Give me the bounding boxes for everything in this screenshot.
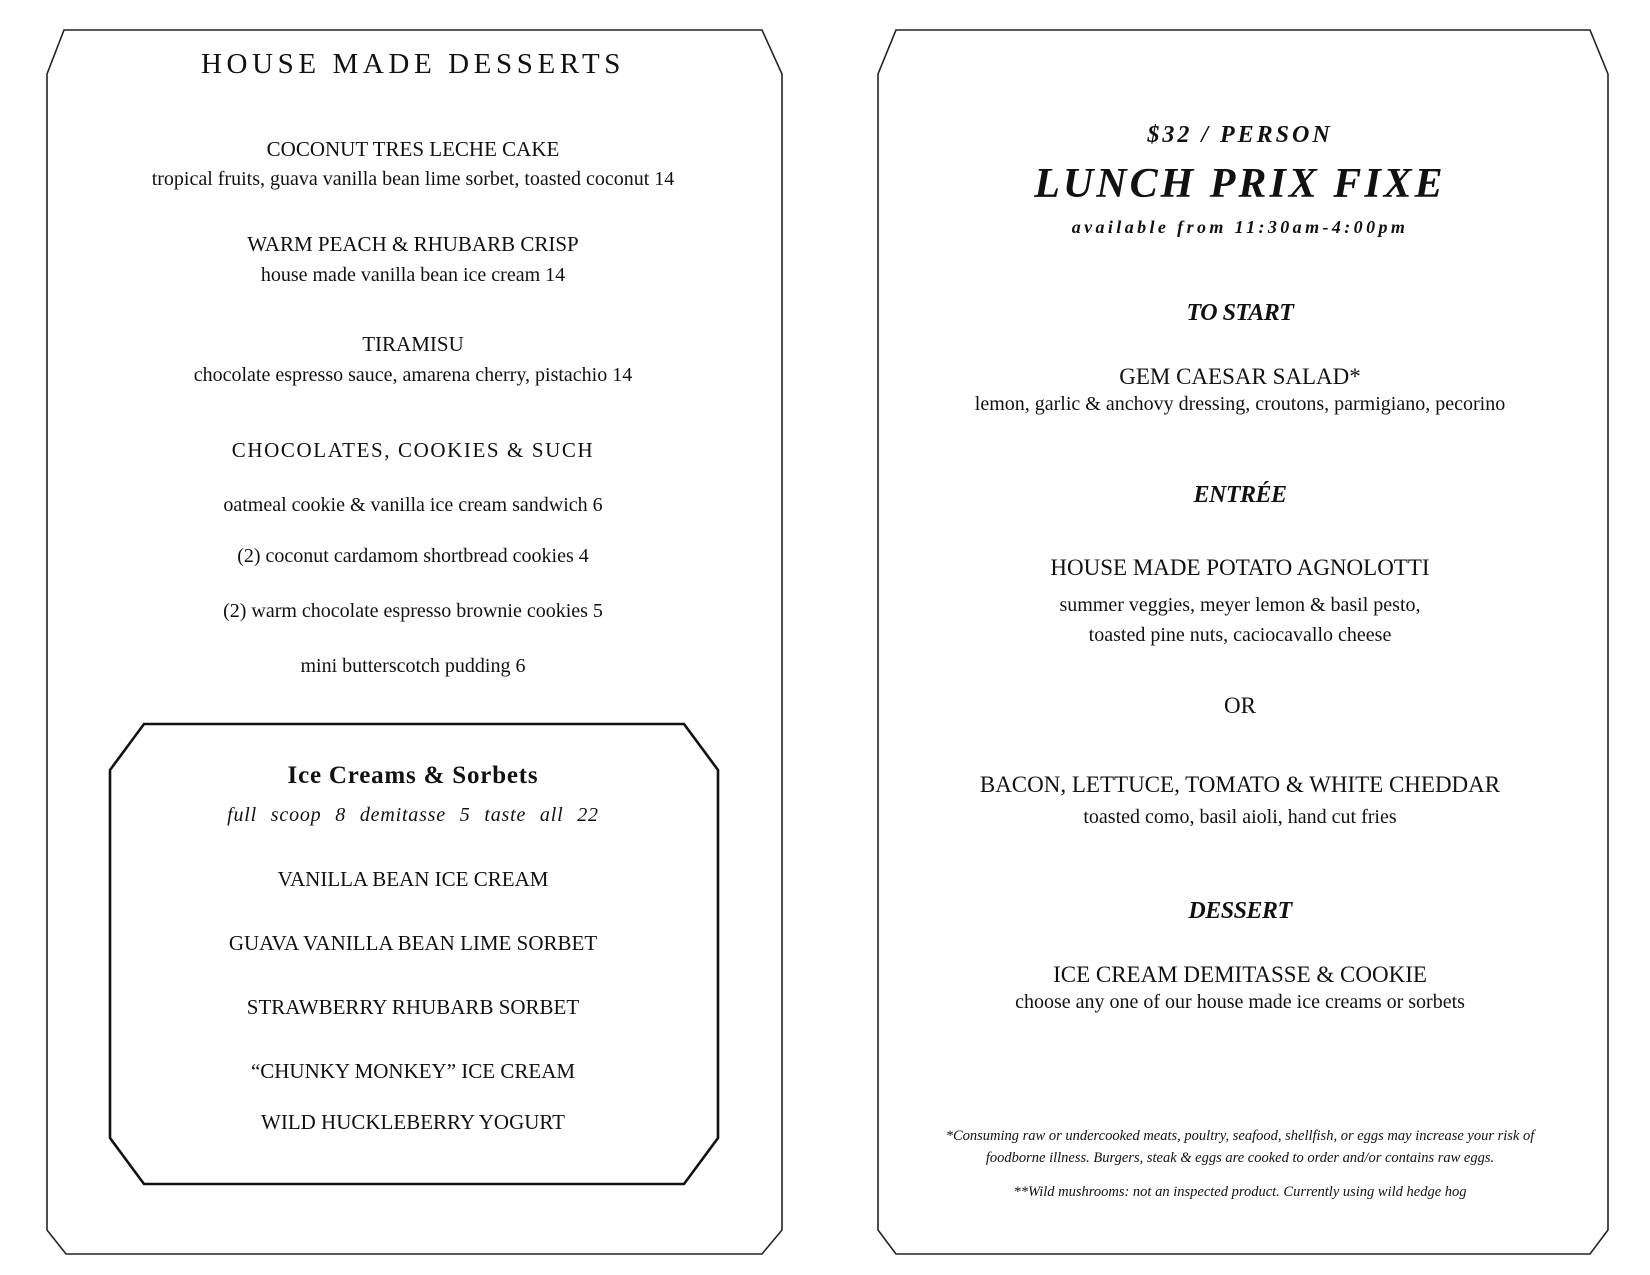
- health-notice-line-1: *Consuming raw or undercooked meats, poultry, seafood, shellfish, or eggs may increase your risk of: [945, 1128, 1535, 1144]
- sweets-item-3: (2) warm chocolate espresso brownie cookies 5: [223, 600, 603, 622]
- entree-option-2-desc: toasted como, basil aioli, hand cut fries: [1083, 806, 1397, 828]
- ice-cream-item-3: STRAWBERRY RHUBARB SORBET: [246, 995, 580, 1019]
- ice-creams-prices: full scoop 8 demitasse 5 taste all 22: [227, 804, 599, 826]
- entree-or: OR: [1224, 693, 1256, 718]
- course-heading-dessert: DESSERT: [1188, 898, 1292, 924]
- ice-cream-item-4: “CHUNKY MONKEY” ICE CREAM: [250, 1059, 576, 1083]
- sweets-item-2: (2) coconut cardamom shortbread cookies 4: [237, 545, 589, 567]
- dessert-name-3: TIRAMISU: [362, 332, 464, 356]
- entree-option-2-name: BACON, LETTUCE, TOMATO & WHITE CHEDDAR: [979, 772, 1501, 797]
- sweets-title: CHOCOLATES, COOKIES & SUCH: [231, 438, 595, 462]
- lunch-title: LUNCH PRIX FIXE: [1034, 161, 1446, 207]
- dessert-desc-2: house made vanilla bean ice cream 14: [260, 264, 566, 286]
- mushroom-notice: **Wild mushrooms: not an inspected product. Currently using wild hedge hog: [1013, 1184, 1467, 1200]
- entree-option-1-name: HOUSE MADE POTATO AGNOLOTTI: [1050, 555, 1430, 580]
- course-heading-to-start: TO START: [1186, 300, 1294, 326]
- sweets-item-4: mini butterscotch pudding 6: [300, 655, 526, 677]
- ice-cream-item-1: VANILLA BEAN ICE CREAM: [277, 867, 549, 891]
- lunch-dessert-desc: choose any one of our house made ice creams or sorbets: [1015, 991, 1465, 1013]
- lunch-dessert-name: ICE CREAM DEMITASSE & COOKIE: [1053, 962, 1427, 987]
- entree-option-1-desc-line-2: toasted pine nuts, caciocavallo cheese: [1088, 624, 1392, 646]
- ice-cream-item-5: WILD HUCKLEBERRY YOGURT: [261, 1110, 565, 1134]
- dessert-name-2: WARM PEACH & RHUBARB CRISP: [247, 232, 579, 256]
- starter-desc: lemon, garlic & anchovy dressing, croutons, parmigiano, pecorino: [974, 393, 1506, 415]
- entree-option-1-desc-line-1: summer veggies, meyer lemon & basil pesto,: [1059, 594, 1421, 616]
- starter-name: GEM CAESAR SALAD*: [1119, 364, 1361, 389]
- lunch-availability: available from 11:30am-4:00pm: [1071, 217, 1409, 237]
- dessert-desc-1: tropical fruits, guava vanilla bean lime sorbet, toasted coconut 14: [151, 168, 675, 190]
- dessert-desc-3: chocolate espresso sauce, amarena cherry, pistachio 14: [193, 364, 633, 386]
- ice-creams-title: Ice Creams & Sorbets: [287, 762, 539, 789]
- sweets-item-1: oatmeal cookie & vanilla ice cream sandwich 6: [223, 494, 603, 516]
- ice-cream-item-2: GUAVA VANILLA BEAN LIME SORBET: [228, 931, 598, 955]
- health-notice-line-2: foodborne illness. Burgers, steak & eggs are cooked to order and/or contains raw eggs.: [985, 1150, 1495, 1166]
- desserts-title: HOUSE MADE DESSERTS: [200, 48, 626, 80]
- dessert-name-1: COCONUT TRES LECHE CAKE: [266, 137, 560, 161]
- course-heading-entree: ENTRÉE: [1193, 482, 1287, 508]
- lunch-price: $32 / PERSON: [1147, 122, 1333, 148]
